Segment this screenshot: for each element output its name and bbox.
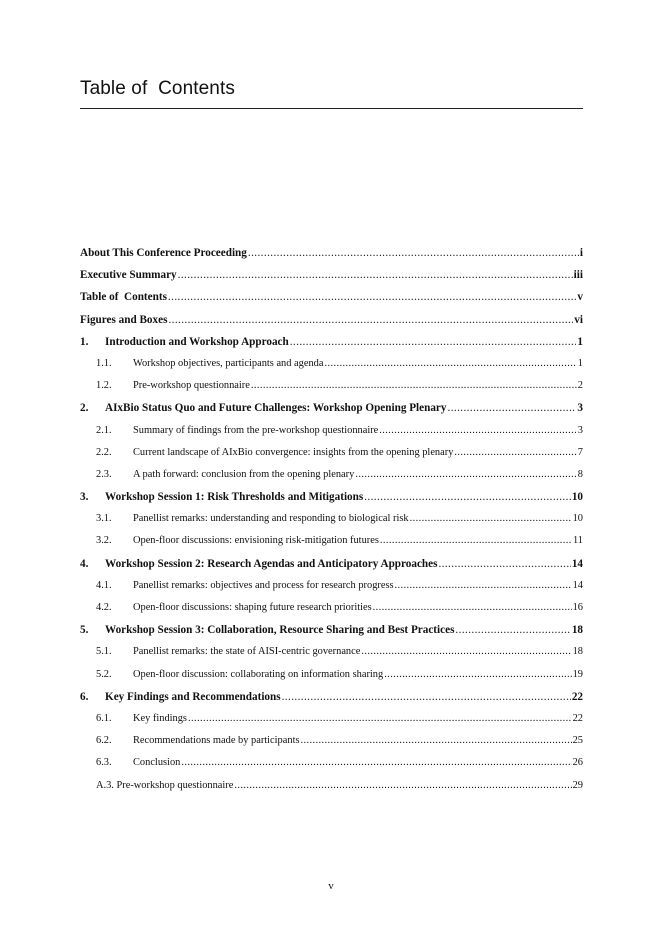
toc-entry-page: 29 [572,779,583,791]
page-title: Table of Contents [80,78,235,99]
toc-entry[interactable] [80,309,583,331]
toc-entry-page: i [579,247,583,259]
toc-entry-page: 14 [572,579,583,591]
toc-entry-number: 4.2. [96,602,112,613]
toc-entry-title: Recommendations made by participants [133,735,300,747]
toc-entry-title: Open-floor discussions: shaping future research priorities [133,602,372,613]
toc-leader-dots [438,553,570,575]
toc-leader-dots [384,664,571,686]
toc-leader-dots [410,508,572,530]
toc-leader-dots [251,375,577,397]
toc-entry-title: Key findings [133,712,187,724]
toc-leader-dots [181,752,571,774]
toc-entry-page: 16 [572,602,583,613]
toc-entry-number: 6. [80,690,89,703]
toc-entry[interactable] [80,530,583,552]
toc-entry[interactable] [80,508,583,530]
toc-entry[interactable] [80,264,583,286]
toc-leader-dots [188,708,572,730]
toc-entry[interactable] [80,464,583,486]
toc-entry-title: Executive Summary [80,269,177,282]
toc-entry[interactable] [80,353,583,375]
toc-entry[interactable] [80,641,583,663]
toc-entry-page: 18 [572,646,583,658]
toc-entry-page: v [577,291,583,304]
toc-entry-number: 1.2. [96,380,112,392]
toc-entry-number: 6.3. [96,757,112,769]
toc-entry[interactable] [80,686,583,708]
toc-entry[interactable] [80,575,583,597]
toc-entry-title: Current landscape of AIxBio convergence: insights from the opening plenary [133,446,454,458]
toc-entry-title: Open-floor discussions: envisioning risk-mitigation futures [133,535,379,547]
toc-entry[interactable] [80,331,583,353]
toc-entry[interactable] [80,664,583,686]
toc-entry-title: Introduction and Workshop Approach [105,335,289,348]
toc-entry-title: Table of Contents [80,291,167,304]
toc-entry-title: Panellist remarks: understanding and responding to biological risk [133,513,409,525]
toc-entry[interactable] [80,242,583,264]
toc-entry[interactable] [80,397,583,419]
toc-entry-number: 4. [80,557,89,570]
toc-entry-page: 1 [577,357,583,369]
toc-entry-page: 7 [577,446,583,458]
toc-entry[interactable] [80,619,583,641]
toc-entry-page: 3 [577,424,583,436]
toc-entry-page: 10 [571,491,583,504]
toc-leader-dots [379,420,577,442]
toc-entry-title: Conclusion [133,757,181,769]
toc-leader-dots [355,464,576,486]
toc-entry-number: 6.2. [96,735,112,747]
toc-entry[interactable] [80,286,583,308]
toc-leader-dots [290,331,577,353]
toc-entry-number: 3.2. [96,535,112,547]
toc-entry-title: Workshop Session 1: Risk Thresholds and Mitigations [105,491,364,504]
toc-entry[interactable] [80,375,583,397]
toc-entry-title: About This Conference Proceeding [80,247,247,259]
toc-leader-dots [380,530,572,552]
toc-entry-title: A path forward: conclusion from the opening plenary [133,468,355,480]
toc-entry-title: Open-floor discussion: collaborating on information sharing [133,668,384,680]
toc-entry-page: 11 [572,535,583,547]
toc-leader-dots [248,242,579,264]
toc-entry-page: 2 [577,380,583,392]
toc-entry[interactable] [80,486,583,508]
toc-entry-title: A.3. Pre-workshop questionnaire [96,779,234,791]
toc-entry[interactable] [80,597,583,619]
toc-entry[interactable] [80,752,583,774]
toc-entry-number: 5.2. [96,668,112,680]
toc-entry-page: 1 [577,335,583,348]
toc-entry-number: 2.3. [96,468,112,480]
page-number: v [328,880,334,892]
toc-entry-number: 3.1. [96,513,112,525]
toc-leader-dots [455,619,570,641]
toc-entry-number: 3. [80,491,89,504]
toc-leader-dots [454,442,576,464]
toc-entry[interactable] [80,442,583,464]
toc-entry-page: 19 [572,668,583,680]
toc-entry-number: 5.1. [96,646,112,658]
toc-leader-dots [361,641,571,663]
toc-leader-dots [178,264,573,286]
toc-entry-page: 3 [577,402,583,415]
toc-leader-dots [448,397,577,419]
toc-entry-title: Key Findings and Recommendations [105,690,281,703]
toc-entry-number: 6.1. [96,712,112,724]
toc-entry-page: 22 [571,690,583,703]
toc-entry-number: 2.2. [96,446,112,458]
toc-entry-number: 1.1. [96,357,112,369]
toc-leader-dots [234,775,571,797]
title-divider [80,108,583,109]
toc-entry-title: Figures and Boxes [80,313,168,326]
toc-entry-page: iii [573,269,583,282]
toc-entry-page: 18 [571,624,583,637]
toc-entry[interactable] [80,708,583,730]
toc-leader-dots [373,597,572,619]
toc-entry-number: 4.1. [96,579,112,591]
toc-entry-number: 2. [80,402,89,415]
toc-entry-page: vi [574,313,583,326]
toc-entry-title: Summary of findings from the pre-workshop questionnaire [133,424,379,436]
toc-entry-number: 2.1. [96,424,112,436]
toc-leader-dots [301,730,572,752]
toc-entry-title: Workshop Session 2: Research Agendas and Anticipatory Approaches [105,557,438,570]
toc-entry-page: 26 [572,757,583,769]
toc-entry-number: 1. [80,335,89,348]
toc-entry-title: Panellist remarks: objectives and process for research progress [133,579,394,591]
toc-entry-page: 10 [572,513,583,525]
toc-entry[interactable] [80,553,583,575]
toc-leader-dots [168,309,573,331]
toc-leader-dots [282,686,571,708]
toc-entry-title: Panellist remarks: the state of AISI-centric governance [133,646,361,658]
toc-entry-page: 25 [572,735,583,747]
toc-leader-dots [395,575,572,597]
toc-entry[interactable] [80,420,583,442]
toc-entry-page: 14 [571,557,583,570]
toc-leader-dots [168,286,576,308]
table-of-contents [80,242,583,797]
toc-entry-title: Workshop Session 3: Collaboration, Resource Sharing and Best Practices [105,624,455,637]
toc-entry-title: Workshop objectives, participants and agenda [133,357,324,369]
toc-entry[interactable] [80,730,583,752]
toc-entry-title: Pre-workshop questionnaire [133,380,250,392]
toc-entry-title: AIxBio Status Quo and Future Challenges: Workshop Opening Plenary [105,402,447,415]
toc-entry[interactable] [80,775,583,797]
toc-entry-page: 8 [577,468,583,480]
toc-entry-page: 22 [572,712,583,724]
toc-entry-number: 5. [80,624,89,637]
toc-leader-dots [364,486,571,508]
toc-leader-dots [324,353,576,375]
